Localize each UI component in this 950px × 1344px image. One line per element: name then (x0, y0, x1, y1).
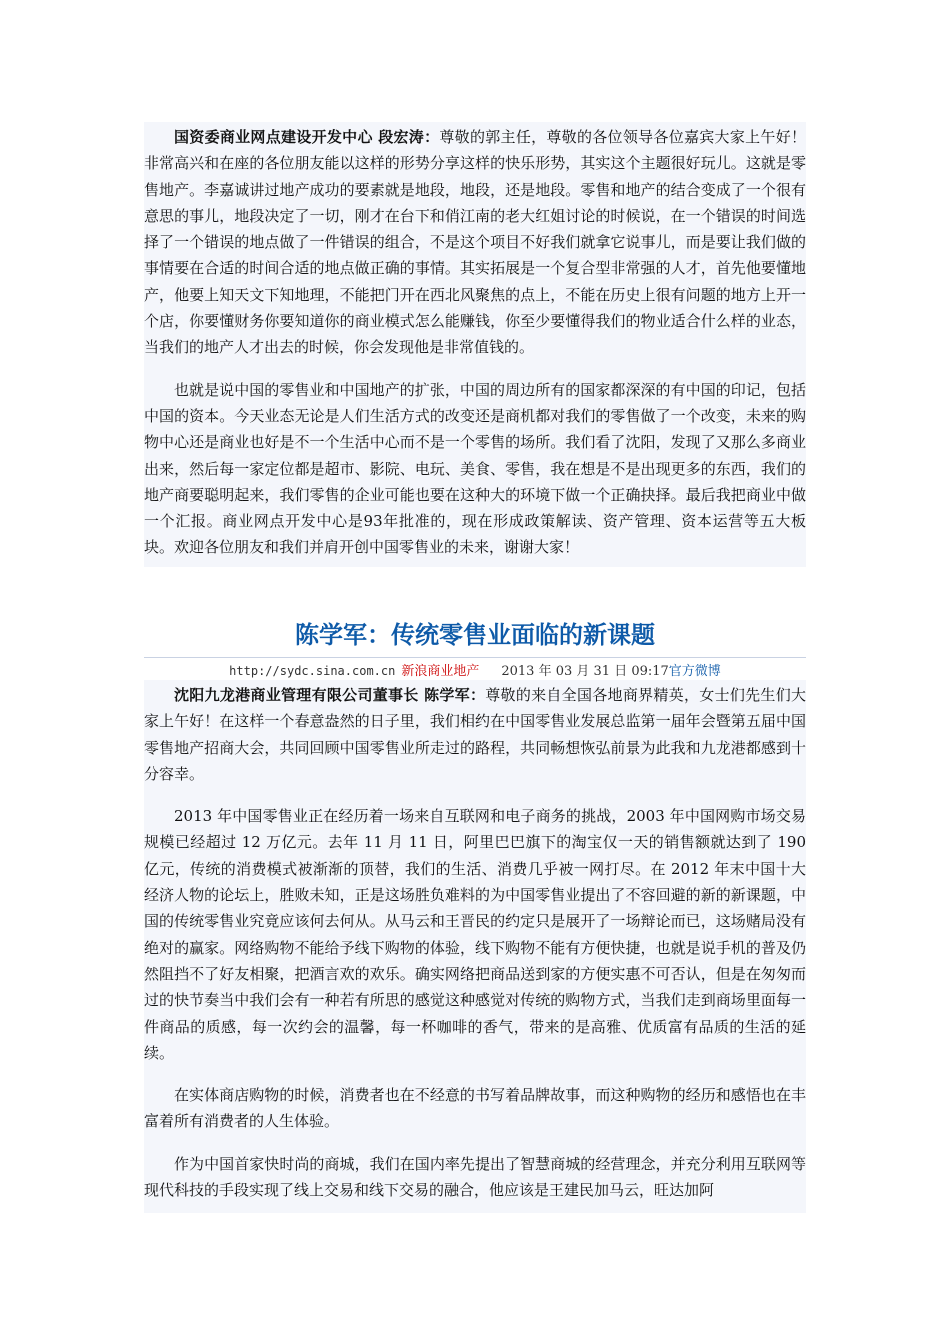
source-name-link[interactable]: 新浪商业地产 (401, 664, 480, 679)
paragraph-text: 尊敬的郭主任，尊敬的各位领导各位嘉宾大家上午好！非常高兴和在座的各位朋友能以这样的形势分享这样的快乐形势，其实这个主题很好玩儿。这就是零售地产。李嘉诚讲过地产成功的要素就是地段，地段，还是地段。零售和地产的结合变成了一个很有意思的事儿，地段决定了一切，刚才在台下和俏江南的老大红姐讨论的时候说，在一个错误的时间选择了一个错误的地点做了一件错误的组合，不是这个项目不好我们就拿它说事儿，而是要让我们做的事情要在合适的时间合适的地点做正确的事情。其实拓展是一个复合型非常强的人才，首先他要懂地产，他要上知天文下知地理，不能把门开在西北风聚焦的点上，不能在历史上很有问题的地方上开一个店，你要懂财务你要知道你的商业模式怎么能赚钱，你至少要懂得我们的物业适合什么样的业态，当我们的地产人才出去的时候，你会发现他是非常值钱的。 (144, 128, 806, 357)
speaker-name: 沈阳九龙港商业管理有限公司董事长 陈学军： (174, 686, 486, 704)
paragraph: 在实体商店购物的时候，消费者也在不经意的书写着品牌故事，而这种购物的经历和感悟也在丰富着所有消费者的人生体验。 (144, 1086, 806, 1131)
speech-block-duan (144, 122, 806, 567)
article-title: 陈学军：传统零售业面临的新课题 (295, 621, 655, 649)
paragraph-text: 尊敬的来自全国各地商界精英，女士们先生们大家上午好！在这样一个春意盎然的日子里，我们相约在中国零售业发展总监第一届年会暨第五届中国零售地产招商大会，共同回顾中国零售业所走过的路程，共同畅想恢弘前景为此我和九龙港都感到十分容幸。 (144, 686, 806, 783)
speaker-name: 国资委商业网点建设开发中心 段宏涛： (174, 128, 440, 146)
paragraph: 作为中国首家快时尚的商城，我们在国内率先提出了智慧商城的经营理念，并充分利用互联网等现代科技的手段实现了线上交易和线下交易的融合，他应该是王建民加马云，旺达加阿 (144, 1154, 806, 1200)
paragraph (144, 682, 806, 787)
title-divider (144, 657, 806, 658)
paragraph: 也就是说中国的零售业和中国地产的扩张，中国的周边所有的国家都深深的有中国的印记，包括中国的资本。今天业态无论是人们生活方式的改变还是商机都对我们的零售做了一个改变，未来的购物中心还是商业也好是不一个生活中心而不是一个零售的场所。我们看了沈阳，发现了又那么多商业出来，然后每一家定位都是超市、影院、电玩、美食、零售，我在想是不是出现更多的东西，我们的地产商要聪明起来，我们零售的企业可能也要在这种大的环境下做一个正确抉择。最后我把商业中做一个汇报。商业网点开发中心是93年批准的，现在形成政策解读、资产管理、资本运营等五大板块。欢迎各位朋友和我们并肩开创中国零售业的未来，谢谢大家！ (144, 380, 806, 557)
official-weibo-link[interactable]: 官方微博 (668, 664, 721, 679)
publish-datetime: 2013 年 03 月 31 日 09:17 (501, 664, 669, 679)
paragraph (144, 124, 806, 361)
article-meta (144, 662, 806, 681)
speech-block-chen (144, 680, 806, 1213)
paragraph: 2013 年中国零售业正在经历着一场来自互联网和电子商务的挑战，2003 年中国网购市场交易规模已经超过 12 万亿元。去年 11 月 11 日，阿里巴巴旗下的淘宝仅一天的销售额就达到了 190 亿元，传统的消费模式被渐渐的顶替，我们的生活、消费几乎被一网打尽。在 2012 年末中国十大经济人物的论坛上，胜败未知，正是这场胜负难料的为中国零售业提出了不容回避的新的新课题，中国的传统零售业究竟应该何去何从。从马云和王晋民的约定只是展开了一场辩论而已，这场赌局没有绝对的赢家。网络购物不能给予线下购物的体验，线下购物不能有方便快捷，也就是说手机的普及仍然阻挡不了好友相聚，把酒言欢的欢乐。确实网络把商品送到家的方便实惠不可否认，但是在匆匆而过的快节奏当中我们会有一种若有所思的感觉这种感觉对传统的购物方式，当我们走到商场里面每一件商品的质感，每一次约会的温馨，每一杯咖啡的香气，带来的是高雅、优质富有品质的生活的延续。 (144, 807, 806, 1062)
source-url-link[interactable]: http://sydc.sina.com.cn (229, 664, 396, 678)
